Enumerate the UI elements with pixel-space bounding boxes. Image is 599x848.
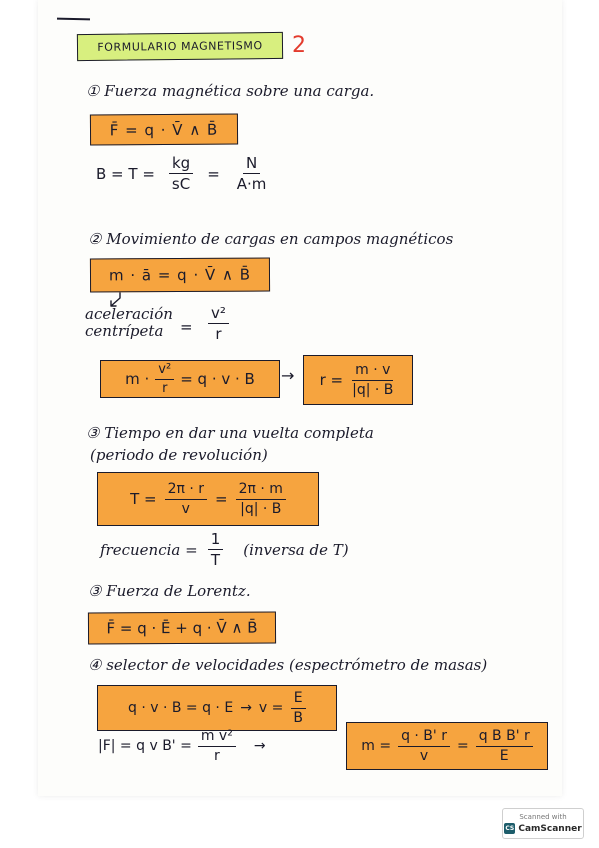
fraction-denominator: r [213, 747, 220, 764]
frequency-label: frecuencia = [100, 540, 198, 559]
period-formula-box [97, 472, 319, 526]
fraction-denominator: |q| · B [352, 381, 394, 398]
force-fraction [198, 728, 236, 765]
centripetal-label-line-2: centrípeta [85, 322, 164, 340]
period-fraction-2 [236, 481, 286, 518]
newton-law-formula: m · ā = q · V̄ ∧ B̄ [108, 265, 252, 285]
balance-lhs: m · [125, 370, 150, 388]
centripetal-label-line-1: aceleración [85, 305, 173, 323]
fraction-numerator: v² [208, 304, 229, 324]
radius-lhs: r = [319, 371, 344, 389]
mass-fraction-2 [476, 728, 533, 765]
fraction-denominator: r [215, 325, 222, 343]
section-2-heading: ② Movimiento de cargas en campos magnéticos [88, 230, 454, 248]
fraction-denominator: v [419, 747, 429, 764]
fraction-numerator: q · B' r [398, 728, 450, 747]
centripetal-label [85, 306, 173, 340]
page-title-highlight [77, 32, 283, 61]
force-arrow: → [253, 738, 266, 755]
fraction-denominator: E [499, 747, 509, 764]
fraction-denominator: sC [171, 175, 191, 193]
equals-sign: = [456, 738, 469, 754]
section-3-subheading: (periodo de revolución) [90, 446, 268, 464]
centripetal-fraction-wrap [208, 304, 229, 343]
units-lhs: B = T = [96, 164, 155, 183]
section-4-heading: ④ selector de velocidades (espectrómetro de masas) [88, 656, 488, 674]
equals-sign: = [215, 490, 228, 508]
fraction-numerator: N [243, 154, 260, 174]
fraction-numerator: m v² [198, 728, 236, 747]
camscanner-logo-icon: CS [505, 825, 515, 832]
selector-v: v = [258, 700, 284, 716]
page-number: 2 [292, 33, 306, 58]
fraction-numerator: 2π · m [236, 481, 286, 500]
section-1-heading: ① Fuerza magnética sobre una carga. [86, 82, 375, 100]
mass-formula-box [346, 722, 548, 770]
tesla-units-line [96, 154, 269, 193]
frequency-note: (inversa de T) [243, 540, 349, 559]
force-lhs: |F| = q v B' = [98, 738, 192, 755]
lorentz-heading: ③ Fuerza de Lorentz. [88, 582, 251, 600]
fraction-numerator: 1 [208, 530, 224, 550]
fraction-denominator: v [181, 500, 190, 517]
fraction-denominator: T [210, 551, 221, 569]
radius-fraction [349, 362, 396, 399]
lorentz-formula: F̄ = q · Ē + q · V̄ ∧ B̄ [106, 618, 258, 638]
fraction-numerator: 2π · r [165, 481, 207, 500]
selector-lhs: q · v · B = q · E [127, 700, 234, 716]
fraction-numerator: E [291, 690, 306, 709]
fraction-numerator: q B B' r [476, 728, 533, 747]
newton-law-formula-box [90, 258, 270, 293]
camscanner-watermark [502, 808, 584, 839]
page-title: FORMULARIO MAGNETISMO [97, 39, 263, 54]
period-lhs: T = [130, 490, 157, 508]
selector-arrow: → [240, 700, 252, 716]
fraction-denominator: r [162, 380, 168, 396]
magnetic-force-formula-box [90, 113, 238, 145]
implies-arrow: → [281, 366, 295, 385]
mass-lhs: m = [361, 738, 392, 754]
watermark-brand-row [504, 823, 581, 834]
force-balance-box [100, 360, 280, 398]
frequency-fraction [208, 530, 224, 569]
fraction-denominator: A·m [236, 175, 267, 193]
centripetal-equals [180, 318, 193, 336]
units-fraction-2 [234, 154, 270, 193]
fraction-numerator: v² [155, 362, 174, 380]
equals-sign: = [180, 318, 193, 336]
balance-rhs: = q · v · B [180, 370, 255, 388]
watermark-caption: Scanned with [519, 813, 567, 821]
selector-fraction [290, 690, 306, 727]
fraction-numerator: kg [169, 154, 193, 174]
section-3-heading: ③ Tiempo en dar una vuelta completa [86, 424, 374, 442]
units-fraction-1 [169, 154, 193, 193]
fraction-numerator: m · v [352, 362, 393, 381]
centripetal-fraction [208, 304, 229, 343]
mass-fraction-1 [398, 728, 450, 765]
frequency-line [100, 530, 349, 569]
lorentz-formula-box [88, 612, 276, 645]
radius-formula-box [303, 355, 413, 405]
balance-fraction [155, 362, 174, 396]
magnetic-force-formula: F̄ = q · V̄ ∧ B̄ [109, 120, 219, 139]
period-fraction-1 [165, 481, 207, 518]
fraction-denominator: |q| · B [240, 500, 282, 517]
force-magnitude-line [98, 728, 266, 765]
watermark-brand: CamScanner [518, 823, 582, 834]
equals-sign: = [207, 164, 220, 183]
velocity-selector-box [97, 685, 337, 731]
fraction-denominator: B [293, 709, 303, 726]
